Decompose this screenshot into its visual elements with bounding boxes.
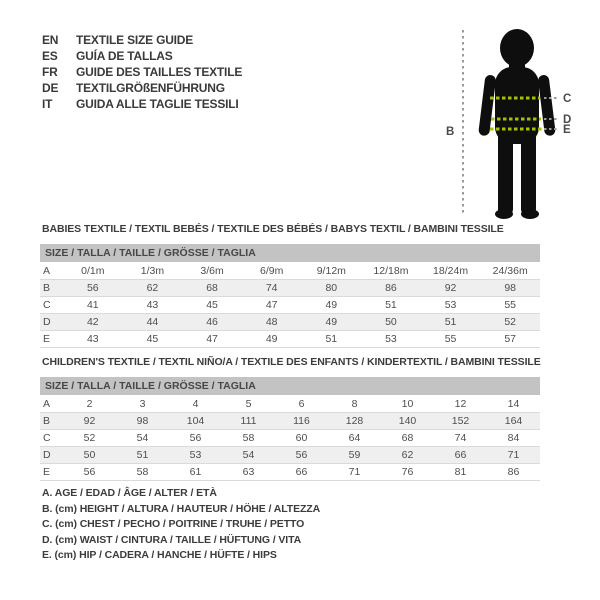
language-row [42, 48, 242, 64]
language-code: IT [42, 97, 53, 111]
babies-table [40, 244, 540, 348]
size-cell: 140 [398, 415, 417, 427]
size-cell: 24/36m [492, 265, 528, 277]
size-cell: 45 [206, 299, 218, 311]
size-cell: 66 [295, 466, 308, 478]
row-label: E [43, 466, 51, 478]
babies-table-title: BABIES TEXTILE / TEXTIL BEBÉS / TEXTILE DES BÉBÉS / BABYS TEXTIL / BAMBINI TESSILE [42, 223, 504, 235]
size-cell: 49 [325, 299, 338, 311]
size-cell: 61 [189, 466, 202, 478]
size-cell: 46 [206, 316, 218, 328]
table-row [40, 396, 540, 413]
table-row [40, 464, 540, 481]
size-cell: 47 [206, 333, 218, 345]
language-title: TEXTILE SIZE GUIDE [76, 33, 194, 47]
size-cell: 68 [206, 282, 218, 294]
children-table-header: SIZE / TALLA / TAILLE / GRÖSSE / TAGLIA [40, 377, 540, 395]
hip-label: E [563, 124, 571, 136]
language-title: GUÍA DE TALLAS [76, 49, 173, 63]
size-cell: 49 [265, 333, 278, 345]
size-cell: 3/6m [200, 265, 224, 277]
size-cell: 116 [293, 415, 310, 427]
row-label: D [43, 316, 51, 328]
size-cell: 12/18m [373, 265, 409, 277]
babies-table-header: SIZE / TALLA / TAILLE / GRÖSSE / TAGLIA [40, 244, 540, 262]
table-row [40, 430, 540, 447]
size-cell: 81 [454, 466, 467, 478]
size-cell: 92 [444, 282, 457, 294]
size-cell: 12 [454, 398, 467, 410]
size-cell: 14 [507, 398, 520, 410]
size-cell: 5 [245, 398, 252, 410]
child-silhouette-icon [478, 29, 556, 219]
size-cell: 53 [385, 333, 397, 345]
child-figure [440, 8, 600, 228]
size-cell: 164 [504, 415, 523, 427]
table-row [40, 331, 540, 348]
size-cell: 74 [454, 432, 467, 444]
size-cell: 1/3m [140, 265, 165, 277]
size-cell: 54 [242, 449, 255, 461]
children-table [40, 377, 540, 481]
size-cell: 53 [444, 299, 457, 311]
size-cell: 111 [240, 415, 257, 427]
size-cell: 152 [451, 415, 470, 427]
size-cell: 0/1m [81, 265, 105, 277]
size-cell: 58 [242, 432, 255, 444]
size-cell: 56 [86, 282, 99, 294]
size-cell: 86 [385, 282, 397, 294]
size-cell: 59 [348, 449, 361, 461]
size-cell: 56 [295, 449, 308, 461]
size-cell: 43 [146, 299, 159, 311]
size-cell: 104 [186, 415, 205, 427]
size-cell: 6 [298, 398, 305, 410]
language-title: GUIDA ALLE TAGLIE TESSILI [76, 97, 239, 111]
size-cell: 52 [504, 316, 517, 328]
size-cell: 44 [146, 316, 159, 328]
table-row [40, 447, 540, 464]
size-cell: 56 [189, 432, 202, 444]
language-list [42, 32, 242, 112]
row-label: B [43, 282, 51, 294]
size-cell: 64 [348, 432, 361, 444]
height-label: B [446, 126, 455, 138]
measurement-legend [42, 486, 320, 564]
size-cell: 50 [385, 316, 397, 328]
child-figure-svg [440, 8, 600, 228]
legend-item: D. (cm) WAIST / CINTURA / TAILLE / HÜFTUNG / VITA [42, 533, 302, 546]
legend-item: A. AGE / EDAD / ÂGE / ALTER / ETÀ [42, 487, 217, 499]
size-cell: 58 [136, 466, 149, 478]
size-cell: 4 [192, 398, 199, 410]
waist-label: D [563, 114, 572, 126]
size-cell: 55 [504, 299, 517, 311]
size-cell: 49 [325, 316, 338, 328]
size-cell: 9/12m [316, 265, 346, 277]
table-row [40, 297, 540, 314]
size-cell: 84 [507, 432, 520, 444]
language-row [42, 32, 242, 48]
size-cell: 62 [401, 449, 414, 461]
size-cell: 60 [295, 432, 308, 444]
row-label: C [43, 299, 51, 311]
row-label: A [43, 265, 51, 277]
language-row [42, 96, 242, 112]
size-cell: 74 [265, 282, 278, 294]
size-cell: 51 [325, 333, 338, 345]
row-label: C [43, 432, 51, 444]
size-cell: 45 [146, 333, 159, 345]
row-label: A [43, 398, 51, 410]
size-cell: 50 [83, 449, 96, 461]
size-cell: 51 [385, 299, 397, 311]
children-table-body [40, 396, 540, 481]
table-row [40, 314, 540, 331]
table-row [40, 280, 540, 297]
size-cell: 68 [401, 432, 414, 444]
size-cell: 8 [351, 398, 358, 410]
size-cell: 98 [136, 415, 149, 427]
size-cell: 42 [86, 316, 99, 328]
row-label: D [43, 449, 51, 461]
size-cell: 63 [242, 466, 255, 478]
size-cell: 92 [83, 415, 96, 427]
size-cell: 52 [83, 432, 96, 444]
size-cell: 128 [345, 415, 364, 427]
legend-item: B. (cm) HEIGHT / ALTURA / HAUTEUR / HÖHE / ALTEZZA [42, 502, 321, 515]
babies-table-body [40, 263, 540, 348]
size-cell: 86 [507, 466, 520, 478]
size-cell: 62 [146, 282, 159, 294]
size-cell: 57 [504, 333, 517, 345]
size-cell: 18/24m [433, 265, 469, 277]
size-cell: 54 [136, 432, 149, 444]
size-cell: 98 [504, 282, 517, 294]
table-row [40, 413, 540, 430]
row-label: B [43, 415, 51, 427]
language-code: ES [42, 49, 58, 63]
legend-item: C. (cm) CHEST / PECHO / POITRINE / TRUHE / PETTO [42, 518, 305, 530]
size-cell: 55 [444, 333, 457, 345]
size-cell: 10 [401, 398, 414, 410]
size-cell: 43 [86, 333, 99, 345]
row-label: E [43, 333, 51, 345]
size-cell: 41 [86, 299, 99, 311]
size-cell: 2 [86, 398, 93, 410]
size-cell: 48 [265, 316, 278, 328]
chest-label: C [563, 93, 572, 105]
legend-item: E. (cm) HIP / CADERA / HANCHE / HÜFTE / HIPS [42, 549, 277, 561]
language-code: FR [42, 65, 58, 79]
size-cell: 66 [454, 449, 467, 461]
size-cell: 47 [265, 299, 278, 311]
children-table-title: CHILDREN'S TEXTILE / TEXTIL NIÑO/A / TEXTILE DES ENFANTS / KINDERTEXTIL / BAMBINI TESSILE [42, 356, 541, 368]
language-code: DE [42, 81, 59, 95]
size-cell: 3 [139, 398, 146, 410]
table-row [40, 263, 540, 280]
language-row [42, 80, 242, 96]
size-cell: 6/9m [260, 265, 284, 277]
size-cell: 71 [348, 466, 361, 478]
language-code: EN [42, 33, 59, 47]
size-cell: 76 [401, 466, 414, 478]
size-cell: 53 [189, 449, 202, 461]
size-cell: 51 [136, 449, 149, 461]
size-cell: 56 [83, 466, 96, 478]
language-title: TEXTILGRÖßENFÜHRUNG [76, 81, 225, 95]
size-cell: 80 [325, 282, 338, 294]
language-title: GUIDE DES TAILLES TEXTILE [76, 65, 243, 79]
size-cell: 71 [507, 449, 520, 461]
size-cell: 51 [444, 316, 457, 328]
language-row [42, 64, 242, 80]
